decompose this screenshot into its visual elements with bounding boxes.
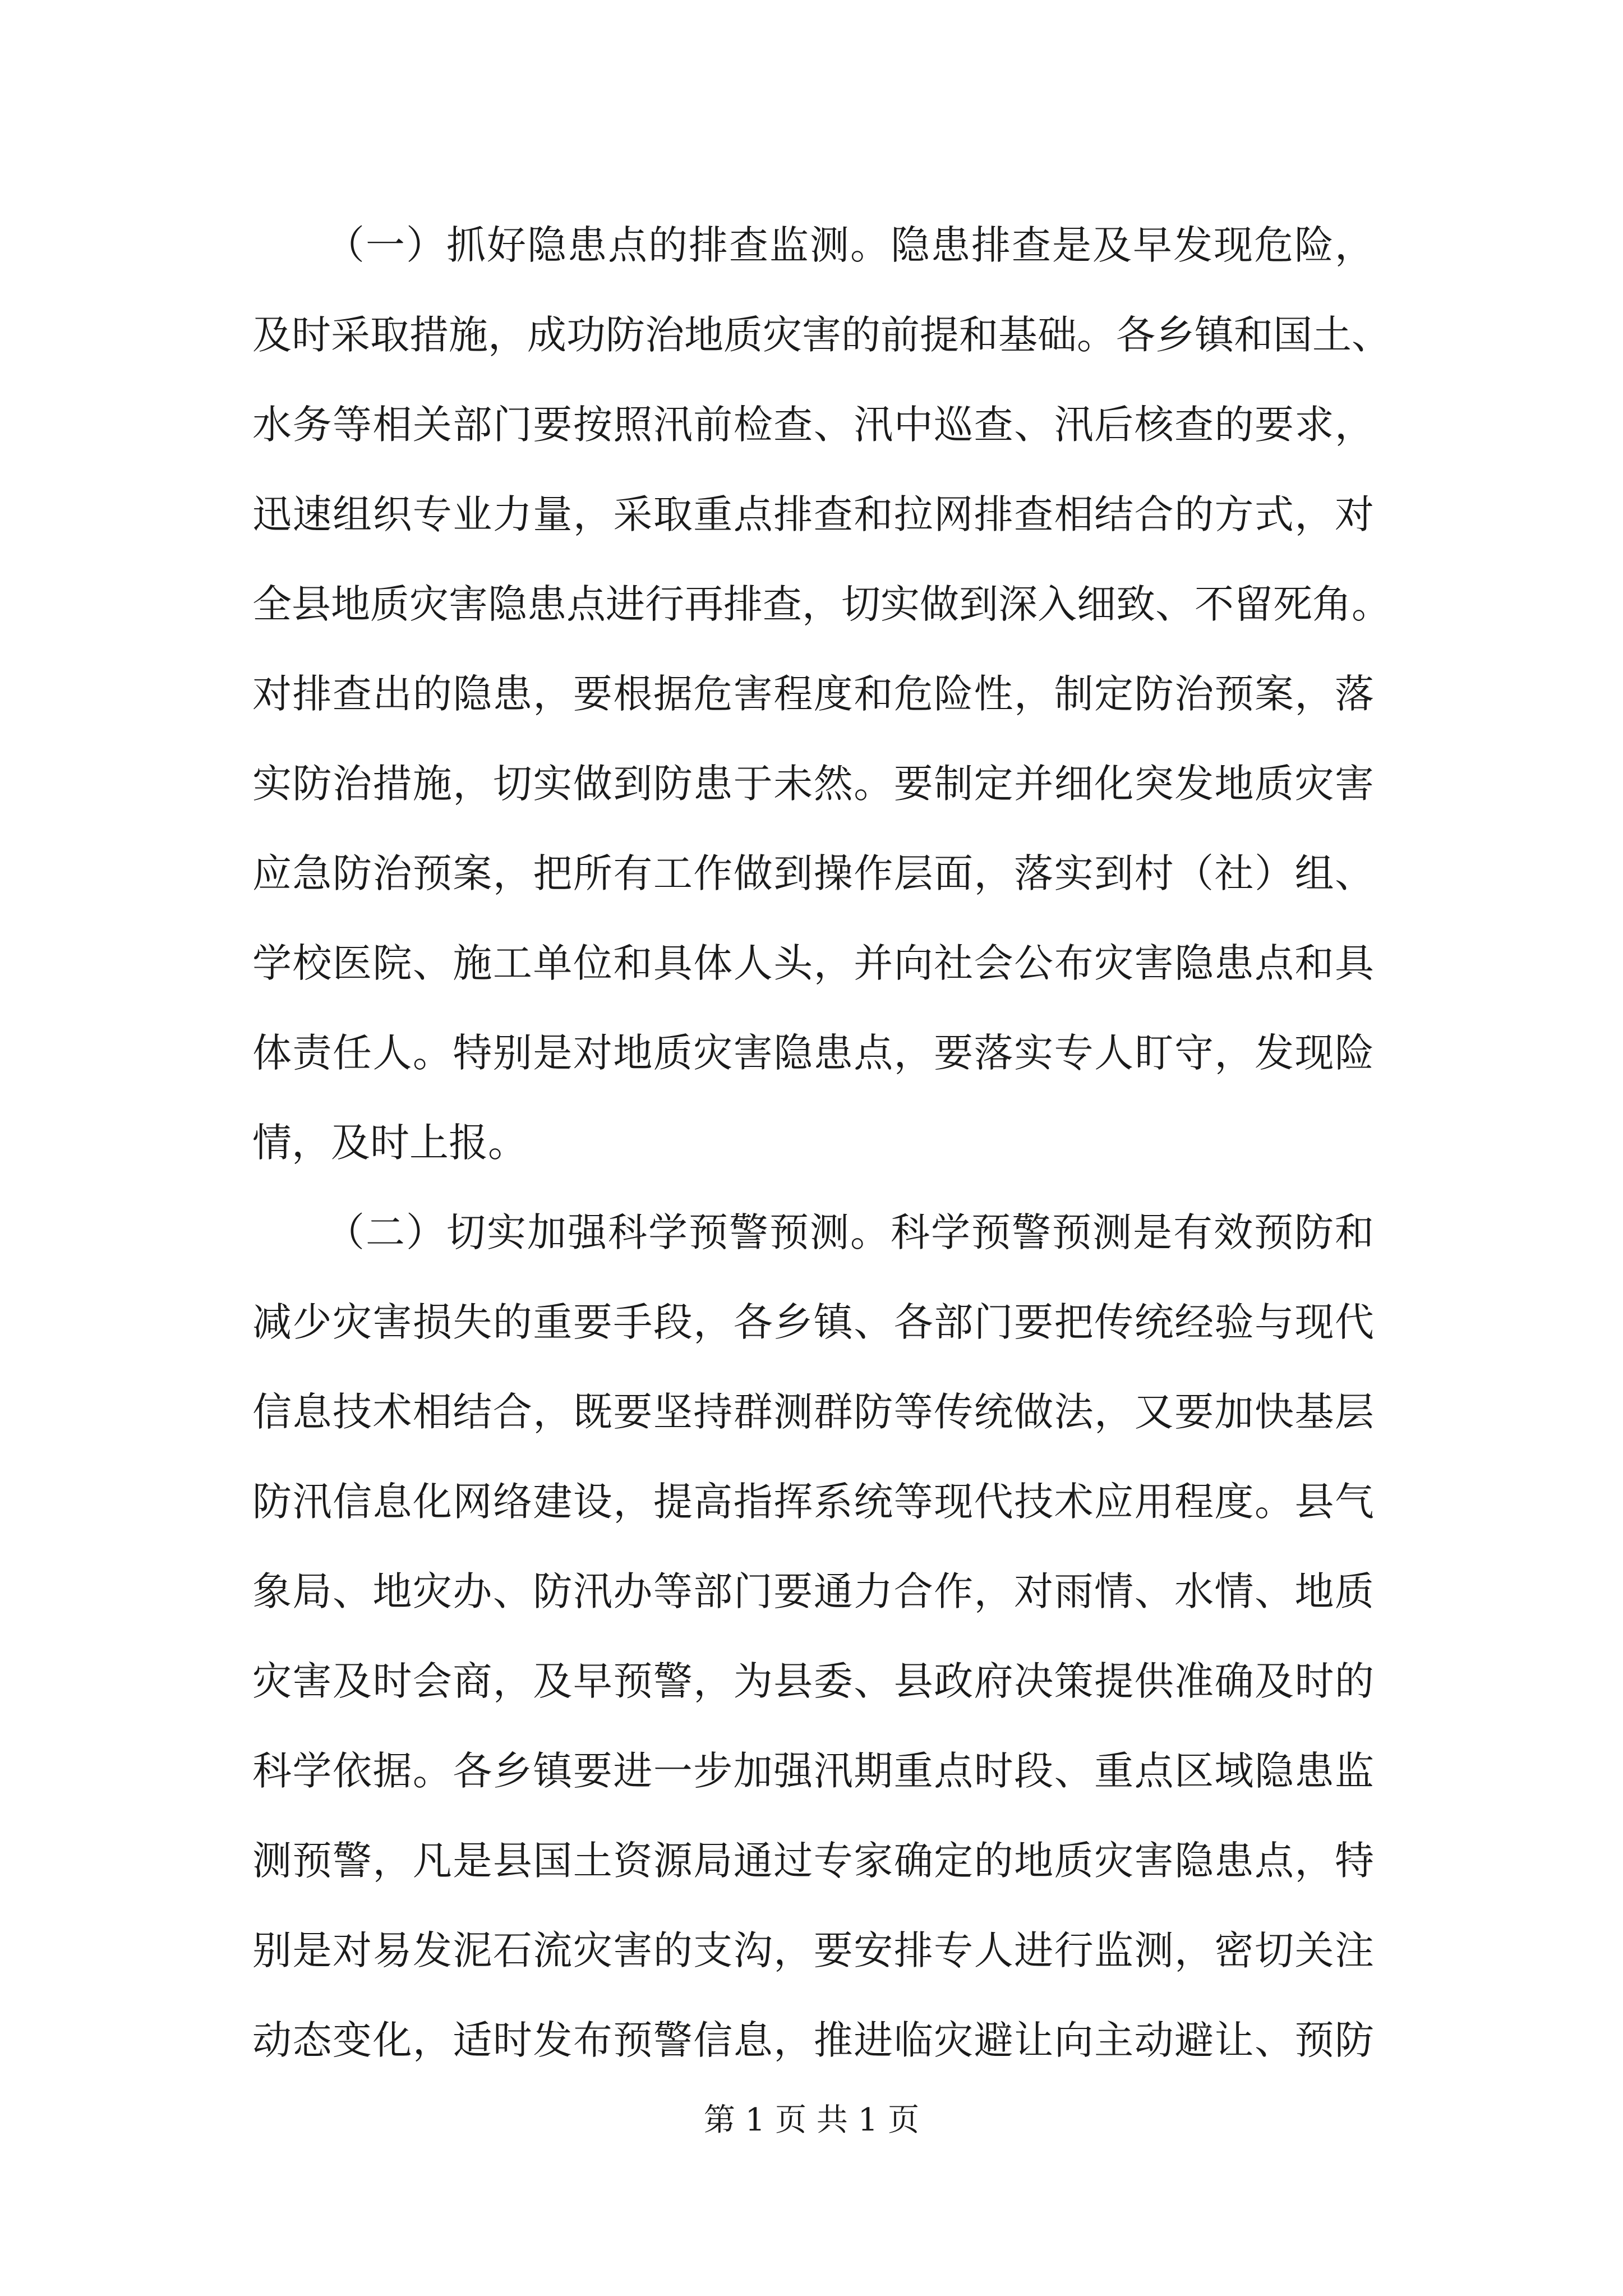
paragraph-2-line-4: 防汛信息化网络建设，提高指挥系统等现代技术应用程度。县气 xyxy=(252,1479,1374,1525)
paragraph-2-line-10: 动态变化，适时发布预警信息，推进临灾避让向主动避让、预防 xyxy=(252,2017,1374,2063)
paragraph-1-line-4: 迅速组织专业力量，采取重点排查和拉网排查相结合的方式，对 xyxy=(252,491,1374,537)
paragraph-1-line-10: 体责任人。特别是对地质灾害隐患点，要落实专人盯守，发现险 xyxy=(252,1030,1374,1076)
paragraph-1-line-1: （一）抓好隐患点的排查监测。隐患排查是及早发现危险， xyxy=(325,222,1374,268)
page-footer: 第 1 页 共 1 页 xyxy=(703,2102,920,2138)
paragraph-1-line-11: 情，及时上报。 xyxy=(252,1120,527,1166)
paragraph-2-line-5: 象局、地灾办、防汛办等部门要通力合作，对雨情、水情、地质 xyxy=(252,1568,1374,1614)
paragraph-2-line-6: 灾害及时会商，及早预警，为县委、县政府决策提供准确及时的 xyxy=(252,1658,1374,1704)
paragraph-1-line-7: 实防治措施，切实做到防患于未然。要制定并细化突发地质灾害 xyxy=(252,761,1374,807)
paragraph-2-line-2: 减少灾害损失的重要手段，各乡镇、各部门要把传统经验与现代 xyxy=(252,1299,1374,1345)
paragraph-1-line-8: 应急防治预案，把所有工作做到操作层面，落实到村（社）组、 xyxy=(252,850,1374,896)
paragraph-1-line-3: 水务等相关部门要按照汛前检查、汛中巡查、汛后核查的要求， xyxy=(252,402,1374,448)
paragraph-1-line-9: 学校医院、施工单位和具体人头，并向社会公布灾害隐患点和具 xyxy=(252,940,1374,986)
paragraph-2-line-8: 测预警，凡是县国土资源局通过专家确定的地质灾害隐患点，特 xyxy=(252,1838,1374,1884)
paragraph-2-line-9: 别是对易发泥石流灾害的支沟，要安排专人进行监测，密切关注 xyxy=(252,1927,1374,1973)
paragraph-2-line-1: （二）切实加强科学预警预测。科学预警预测是有效预防和 xyxy=(325,1209,1374,1255)
paragraph-1-line-5: 全县地质灾害隐患点进行再排查，切实做到深入细致、不留死角。 xyxy=(252,581,1391,627)
paragraph-1-line-6: 对排查出的隐患，要根据危害程度和危险性，制定防治预案，落 xyxy=(252,671,1374,717)
paragraph-1-line-2: 及时采取措施，成功防治地质灾害的前提和基础。各乡镇和国土、 xyxy=(252,312,1391,358)
paragraph-2-line-3: 信息技术相结合，既要坚持群测群防等传统做法，又要加快基层 xyxy=(252,1389,1374,1435)
paragraph-2-line-7: 科学依据。各乡镇要进一步加强汛期重点时段、重点区域隐患监 xyxy=(252,1748,1374,1794)
